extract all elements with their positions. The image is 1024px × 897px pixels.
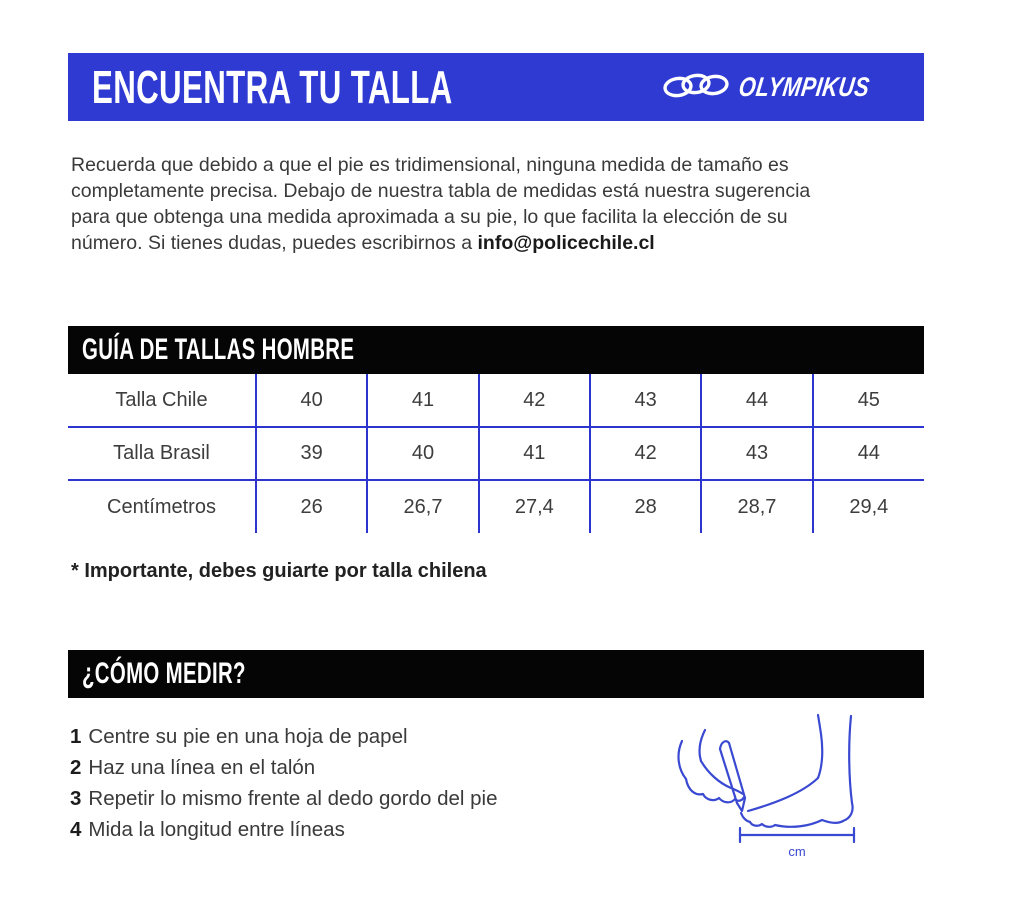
table-row <box>68 427 924 480</box>
step-item: 3 Repetir lo mismo frente al dedo gordo del pie <box>70 787 498 810</box>
how-to-measure-title: ¿CÓMO MEDIR? <box>82 657 246 690</box>
hand-outline <box>679 741 686 779</box>
table-row <box>68 374 924 427</box>
intro-line: completamente precisa. Debajo de nuestra tabla de medidas está nuestra sugerencia <box>71 180 811 202</box>
step-item: 4 Mida la longitud entre líneas <box>70 818 345 841</box>
step-item: 1 Centre su pie en una hoja de papel <box>70 725 408 748</box>
size-cell: 42 <box>479 374 590 427</box>
size-cell: 28,7 <box>701 480 812 533</box>
cm-measure-line <box>740 828 854 842</box>
page-title: ENCUENTRA TU TALLA <box>92 61 453 113</box>
foot-measure-illustration <box>652 708 957 866</box>
intro-line: Recuerda que debido a que el pie es tridimensional, ninguna medida de tamaño es <box>71 154 789 176</box>
size-cell: 41 <box>367 374 478 427</box>
foot-outline <box>750 820 843 827</box>
how-to-measure-section-header <box>68 650 924 698</box>
size-cell: 40 <box>256 374 367 427</box>
brand-name: OLYMPIKUS <box>736 71 872 102</box>
intro-paragraph <box>71 152 941 256</box>
row-label: Talla Brasil <box>68 427 256 480</box>
measure-steps <box>70 721 498 845</box>
size-cell: 28 <box>590 480 701 533</box>
size-guide-title: GUÍA DE TALLAS HOMBRE <box>82 333 355 366</box>
size-cell: 41 <box>479 427 590 480</box>
size-cell: 43 <box>590 374 701 427</box>
size-guide-section-header <box>68 326 924 374</box>
size-note: * Importante, debes guiarte por talla chilena <box>71 560 487 582</box>
row-label: Centímetros <box>68 480 256 533</box>
olympikus-rings-icon <box>663 68 729 107</box>
size-table <box>68 374 924 533</box>
size-cell: 29,4 <box>813 480 924 533</box>
size-cell: 45 <box>857 388 880 411</box>
contact-email: info@policechile.cl <box>477 232 655 254</box>
size-cell: 44 <box>813 427 924 480</box>
size-cell: 27,4 <box>479 480 590 533</box>
intro-line: para que obtenga una medida aproximada a su pie, lo que facilita la elección de su <box>71 206 788 228</box>
size-cell: 39 <box>256 427 367 480</box>
row-label: Talla Chile <box>68 374 256 427</box>
pencil-icon <box>720 741 729 749</box>
size-cell: 42 <box>590 427 701 480</box>
intro-line: número. Si tienes dudas, puedes escribirnos a info@policechile.cl <box>71 232 655 254</box>
cm-label: cm <box>788 844 806 859</box>
size-cell: 44 <box>701 374 812 427</box>
size-cell: 26,7 <box>367 480 478 533</box>
step-item: 2 Haz una línea en el talón <box>70 756 316 779</box>
size-cell: 40 <box>367 427 478 480</box>
table-row <box>68 480 924 533</box>
size-cell: 43 <box>701 427 812 480</box>
size-cell: 26 <box>256 480 367 533</box>
header-bar <box>68 53 924 121</box>
brand-logo <box>663 68 924 107</box>
